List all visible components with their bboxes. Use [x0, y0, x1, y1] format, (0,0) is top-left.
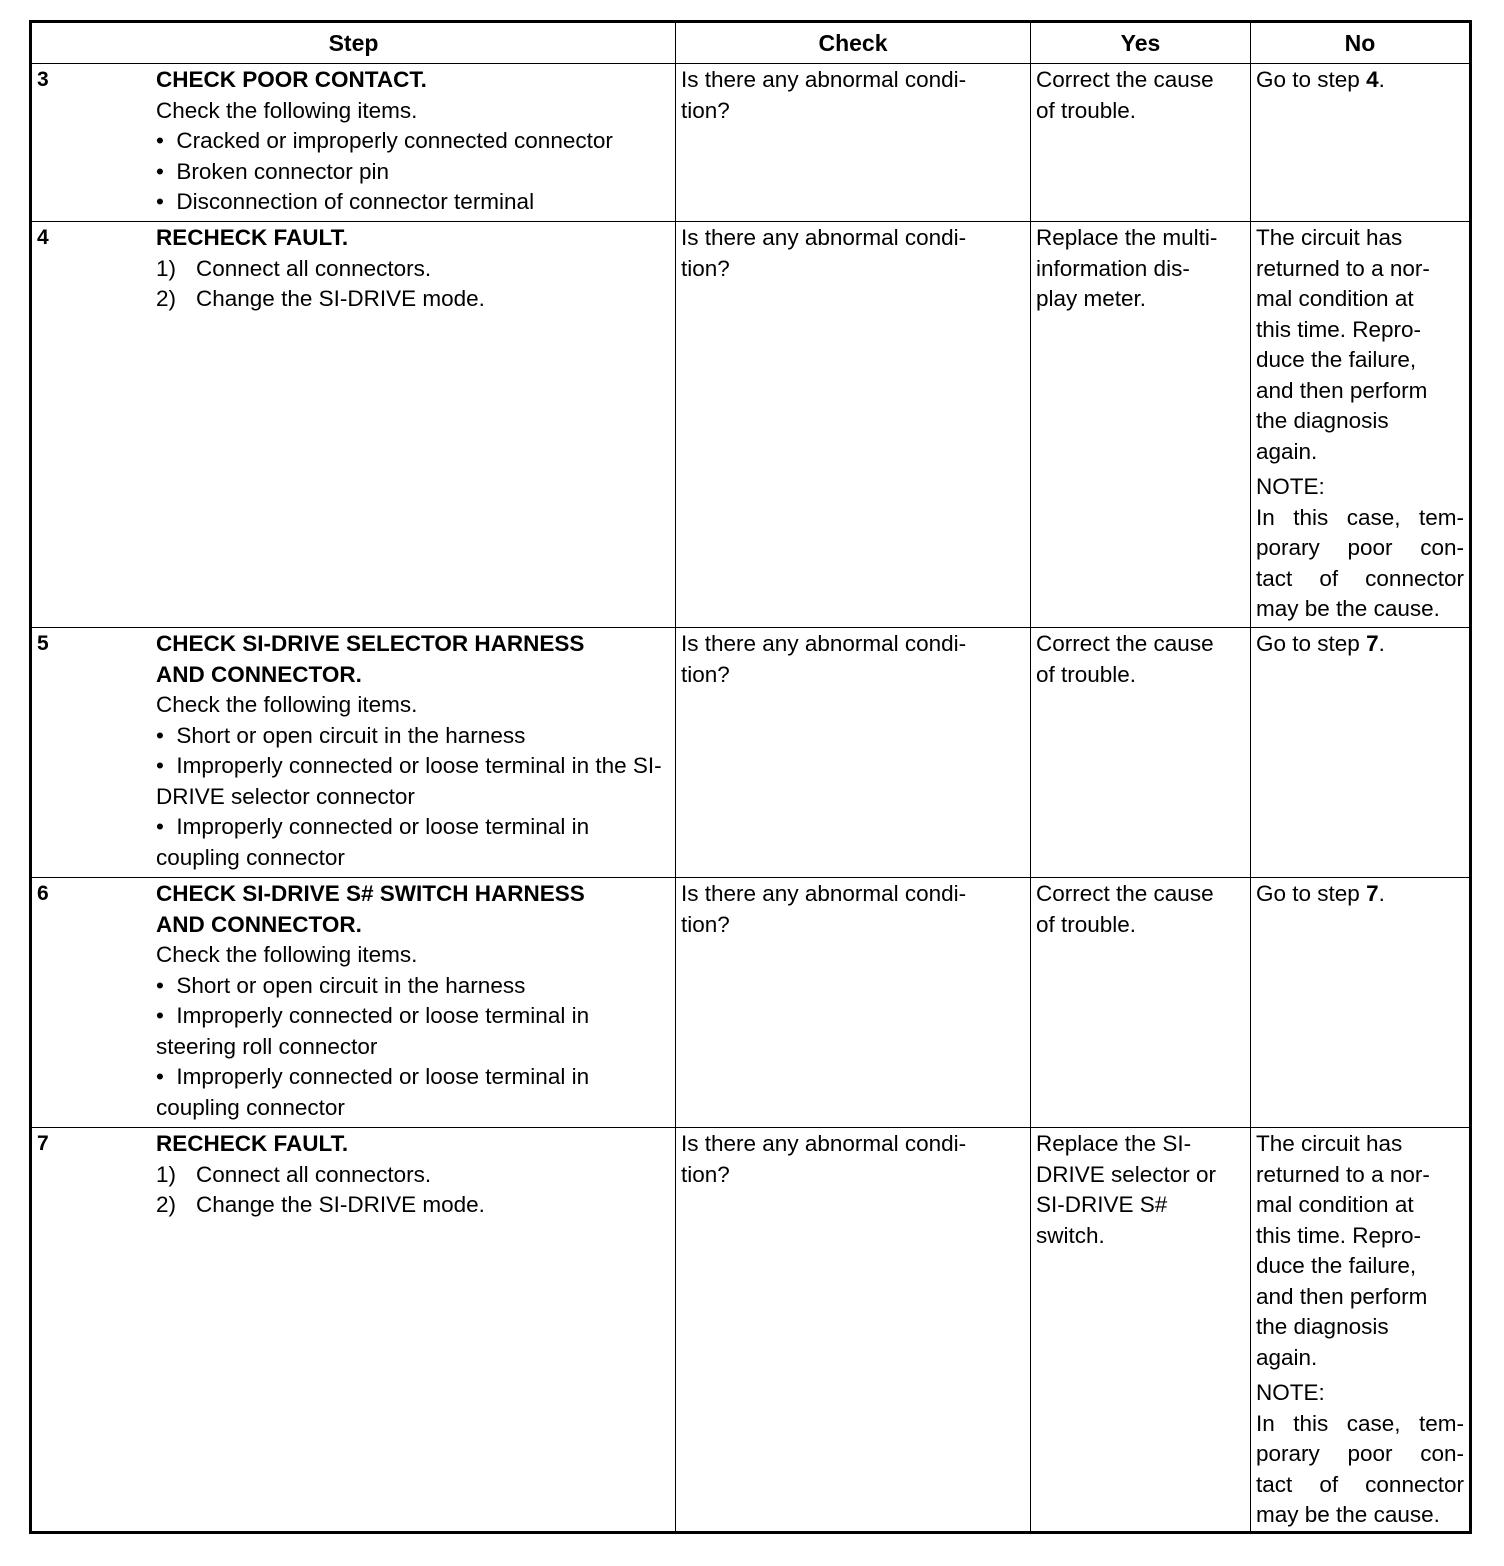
note-text: In this case, tem-: [1256, 1410, 1464, 1436]
numbered-item: 1) Connect all connectors.: [156, 1161, 432, 1187]
check-text: Is there any abnormal condi-: [681, 1131, 967, 1156]
header-step: Step: [31, 22, 676, 64]
check-cell: [676, 222, 1031, 628]
no-cell: [1251, 222, 1471, 628]
yes-text: of trouble.: [1036, 661, 1137, 687]
table-header-row: [31, 22, 1471, 64]
step-number: 3: [37, 68, 49, 91]
step-reference: 7: [1366, 881, 1379, 906]
no-text: the diagnosis: [1256, 1314, 1389, 1339]
no-text: returned to a nor-: [1256, 255, 1430, 281]
check-text: tion?: [681, 1161, 730, 1187]
step-cell: [31, 628, 676, 878]
no-text: the diagnosis: [1256, 408, 1389, 433]
no-text: duce the failure,: [1256, 1253, 1417, 1278]
yes-text: play meter.: [1036, 286, 1147, 311]
check-cell: [676, 1128, 1031, 1533]
check-text: Is there any abnormal condi-: [681, 881, 967, 906]
check-text: Is there any abnormal condi-: [681, 67, 967, 92]
step-title: CHECK SI-DRIVE SELECTOR HARNESS: [156, 631, 585, 656]
note-text: In this case, tem-: [1256, 504, 1464, 530]
bullet-item: • Cracked or improperly connected connector: [156, 128, 613, 153]
no-text: The circuit has: [1256, 1131, 1403, 1156]
table-row: [31, 64, 1471, 222]
yes-text: information dis-: [1036, 255, 1190, 281]
yes-text: Correct the cause: [1036, 67, 1214, 92]
step-intro: Check the following items.: [156, 692, 418, 717]
yes-text: DRIVE selector or: [1036, 1161, 1217, 1187]
check-text: tion?: [681, 661, 730, 687]
bullet-item: • Broken connector pin: [156, 158, 390, 184]
note-text: porary poor con-: [1256, 1441, 1464, 1466]
note-text: may be the cause.: [1256, 596, 1440, 621]
note-text: may be the cause.: [1256, 1502, 1440, 1527]
header-check: Check: [676, 22, 1031, 64]
yes-text: Correct the cause: [1036, 631, 1214, 656]
no-text: mal condition at: [1256, 1192, 1414, 1217]
note-label: NOTE:: [1256, 1380, 1325, 1405]
table-row: [31, 628, 1471, 878]
yes-text: Replace the multi-: [1036, 225, 1218, 250]
check-text: tion?: [681, 911, 730, 937]
no-text: duce the failure,: [1256, 347, 1417, 372]
step-intro: Check the following items.: [156, 942, 418, 967]
yes-text: switch.: [1036, 1222, 1105, 1248]
table-row: [31, 222, 1471, 628]
bullet-item: • Short or open circuit in the harness: [156, 972, 526, 998]
step-title: RECHECK FAULT.: [156, 225, 349, 250]
table-row: [31, 878, 1471, 1128]
no-text: returned to a nor-: [1256, 1161, 1430, 1187]
note-label: NOTE:: [1256, 474, 1325, 499]
diagnosis-table: [29, 20, 1472, 1534]
no-text: The circuit has: [1256, 225, 1403, 250]
no-cell: [1251, 1128, 1471, 1533]
no-text: mal condition at: [1256, 286, 1414, 311]
numbered-item: 2) Change the SI-DRIVE mode.: [156, 1192, 485, 1217]
yes-cell: [1031, 1128, 1251, 1533]
note-text: tact of connector: [1256, 1471, 1464, 1497]
bullet-item: • Improperly connected or loose terminal in coupling connector: [156, 814, 590, 870]
no-cell: [1251, 878, 1471, 1128]
check-text: Is there any abnormal condi-: [681, 225, 967, 250]
no-text: this time. Repro-: [1256, 316, 1422, 342]
yes-cell: [1031, 64, 1251, 222]
check-cell: [676, 878, 1031, 1128]
yes-text: Replace the SI-: [1036, 1131, 1192, 1156]
note-text: tact of connector: [1256, 565, 1464, 591]
check-text: Is there any abnormal condi-: [681, 631, 967, 656]
no-cell: [1251, 628, 1471, 878]
step-number: 7: [37, 1132, 49, 1155]
check-text: tion?: [681, 255, 730, 281]
check-cell: [676, 64, 1031, 222]
no-text: again.: [1256, 438, 1318, 464]
yes-text: SI-DRIVE S#: [1036, 1192, 1168, 1217]
step-reference: 7: [1366, 631, 1379, 656]
step-cell: [31, 222, 676, 628]
no-text: and then perform: [1256, 377, 1428, 403]
numbered-item: 1) Connect all connectors.: [156, 255, 432, 281]
no-text: this time. Repro-: [1256, 1222, 1422, 1248]
step-title: CHECK SI-DRIVE S# SWITCH HARNESS: [156, 881, 585, 906]
bullet-item: • Improperly connected or loose terminal in steering roll connector: [156, 1003, 590, 1059]
check-cell: [676, 628, 1031, 878]
yes-text: of trouble.: [1036, 911, 1137, 937]
step-number: 6: [37, 882, 49, 905]
step-number: 5: [37, 632, 49, 655]
bullet-item: • Short or open circuit in the harness: [156, 722, 526, 748]
step-intro: Check the following items.: [156, 97, 418, 123]
step-cell: [31, 1128, 676, 1533]
step-title: AND CONNECTOR.: [156, 911, 362, 937]
step-title: AND CONNECTOR.: [156, 661, 362, 687]
no-text: Go to step 4.: [1256, 67, 1385, 92]
bullet-item: • Disconnection of connector terminal: [156, 189, 535, 214]
no-text: Go to step 7.: [1256, 631, 1385, 656]
yes-text: of trouble.: [1036, 97, 1137, 123]
step-reference: 4: [1366, 67, 1379, 92]
step-number: 4: [37, 226, 49, 249]
no-text: and then perform: [1256, 1283, 1428, 1309]
step-title: RECHECK FAULT.: [156, 1131, 349, 1156]
numbered-item: 2) Change the SI-DRIVE mode.: [156, 286, 485, 311]
note-text: porary poor con-: [1256, 535, 1464, 560]
step-cell: [31, 878, 676, 1128]
header-yes: Yes: [1031, 22, 1251, 64]
no-text: again.: [1256, 1344, 1318, 1370]
yes-cell: [1031, 878, 1251, 1128]
bullet-item: • Improperly connected or loose terminal in the SI-DRIVE selector connector: [156, 753, 662, 809]
no-text: Go to step 7.: [1256, 881, 1385, 906]
yes-cell: [1031, 628, 1251, 878]
step-title: CHECK POOR CONTACT.: [156, 67, 427, 92]
no-cell: [1251, 64, 1471, 222]
bullet-item: • Improperly connected or loose terminal in coupling connector: [156, 1064, 590, 1120]
yes-cell: [1031, 222, 1251, 628]
yes-text: Correct the cause: [1036, 881, 1214, 906]
table-row: [31, 1128, 1471, 1533]
check-text: tion?: [681, 97, 730, 123]
header-no: No: [1251, 22, 1471, 64]
step-cell: [31, 64, 676, 222]
